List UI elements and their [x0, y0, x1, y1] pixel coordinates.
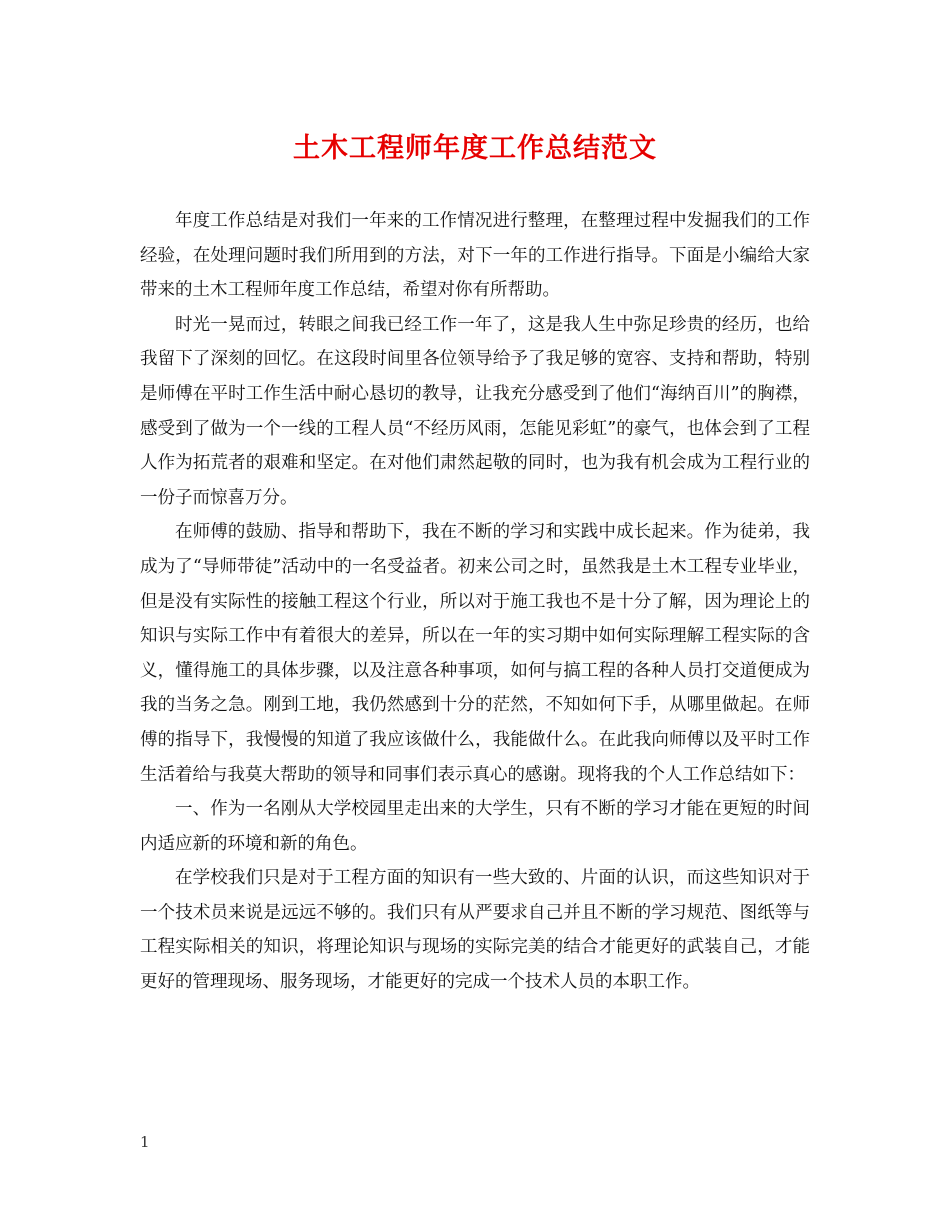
paragraph-intro: 年度工作总结是对我们一年来的工作情况进行整理，在整理过程中发掘我们的工作经验，在处理问题时我们所用到的方法，对下一年的工作进行指导。下面是小编给大家带来的土木工程师年度工作总结，希望对你有所帮助。	[140, 211, 810, 301]
paragraph-reflection: 时光一晃而过，转眼之间我已经工作一年了，这是我人生中弥足珍贵的经历，也给我留下了深刻的回忆。在这段时间里各位领导给予了我足够的宽容、支持和帮助，特别是师傅在平时工作生活中耐心恳切的教导，让我充分感受到了他们“海纳百川”的胸襟，感受到了做为一个一线的工程人员“不经历风雨，怎能见彩虹”的豪气，也体会到了工程人作为拓荒者的艰难和坚定。在对他们肃然起敬的同时，也为我有机会成为工程行业的一份子而惊喜万分。	[140, 314, 810, 508]
paragraph-section-one-body: 在学校我们只是对于工程方面的知识有一些大致的、片面的认识，而这些知识对于一个技术员来说是远远不够的。我们只有从严要求自己并且不断的学习规范、图纸等与工程实际相关的知识，将理论知识与现场的实际完美的结合才能更好的武装自己，才能更好的管理现场、服务现场，才能更好的完成一个技术人员的本职工作。	[140, 868, 810, 993]
document-title: 土木工程师年度工作总结范文	[293, 133, 657, 164]
paragraph-section-one-heading: 一、作为一名刚从大学校园里走出来的大学生，只有不断的学习才能在更短的时间内适应新的环境和新的角色。	[140, 799, 810, 854]
paragraph-mentorship: 在师傅的鼓励、指导和帮助下，我在不断的学习和实践中成长起来。作为徒弟，我成为了“导师带徒”活动中的一名受益者。初来公司之时，虽然我是土木工程专业毕业，但是没有实际性的接触工程这个行业，所以对于施工我也不是十分了解，因为理论上的知识与实际工作中有着很大的差异，所以在一年的实习期中如何实际理解工程实际的含义，懂得施工的具体步骤，以及注意各种事项，如何与搞工程的各种人员打交道便成为我的当务之急。刚到工地，我仍然感到十分的茫然，不知如何下手，从哪里做起。在师傅的指导下，我慢慢的知道了我应该做什么，我能做什么。在此我向师傅以及平时工作生活着给与我莫大帮助的领导和同事们表示真心的感谢。现将我的个人工作总结如下：	[140, 522, 810, 785]
page-number: 1	[140, 1133, 150, 1151]
document-body	[140, 204, 810, 1000]
